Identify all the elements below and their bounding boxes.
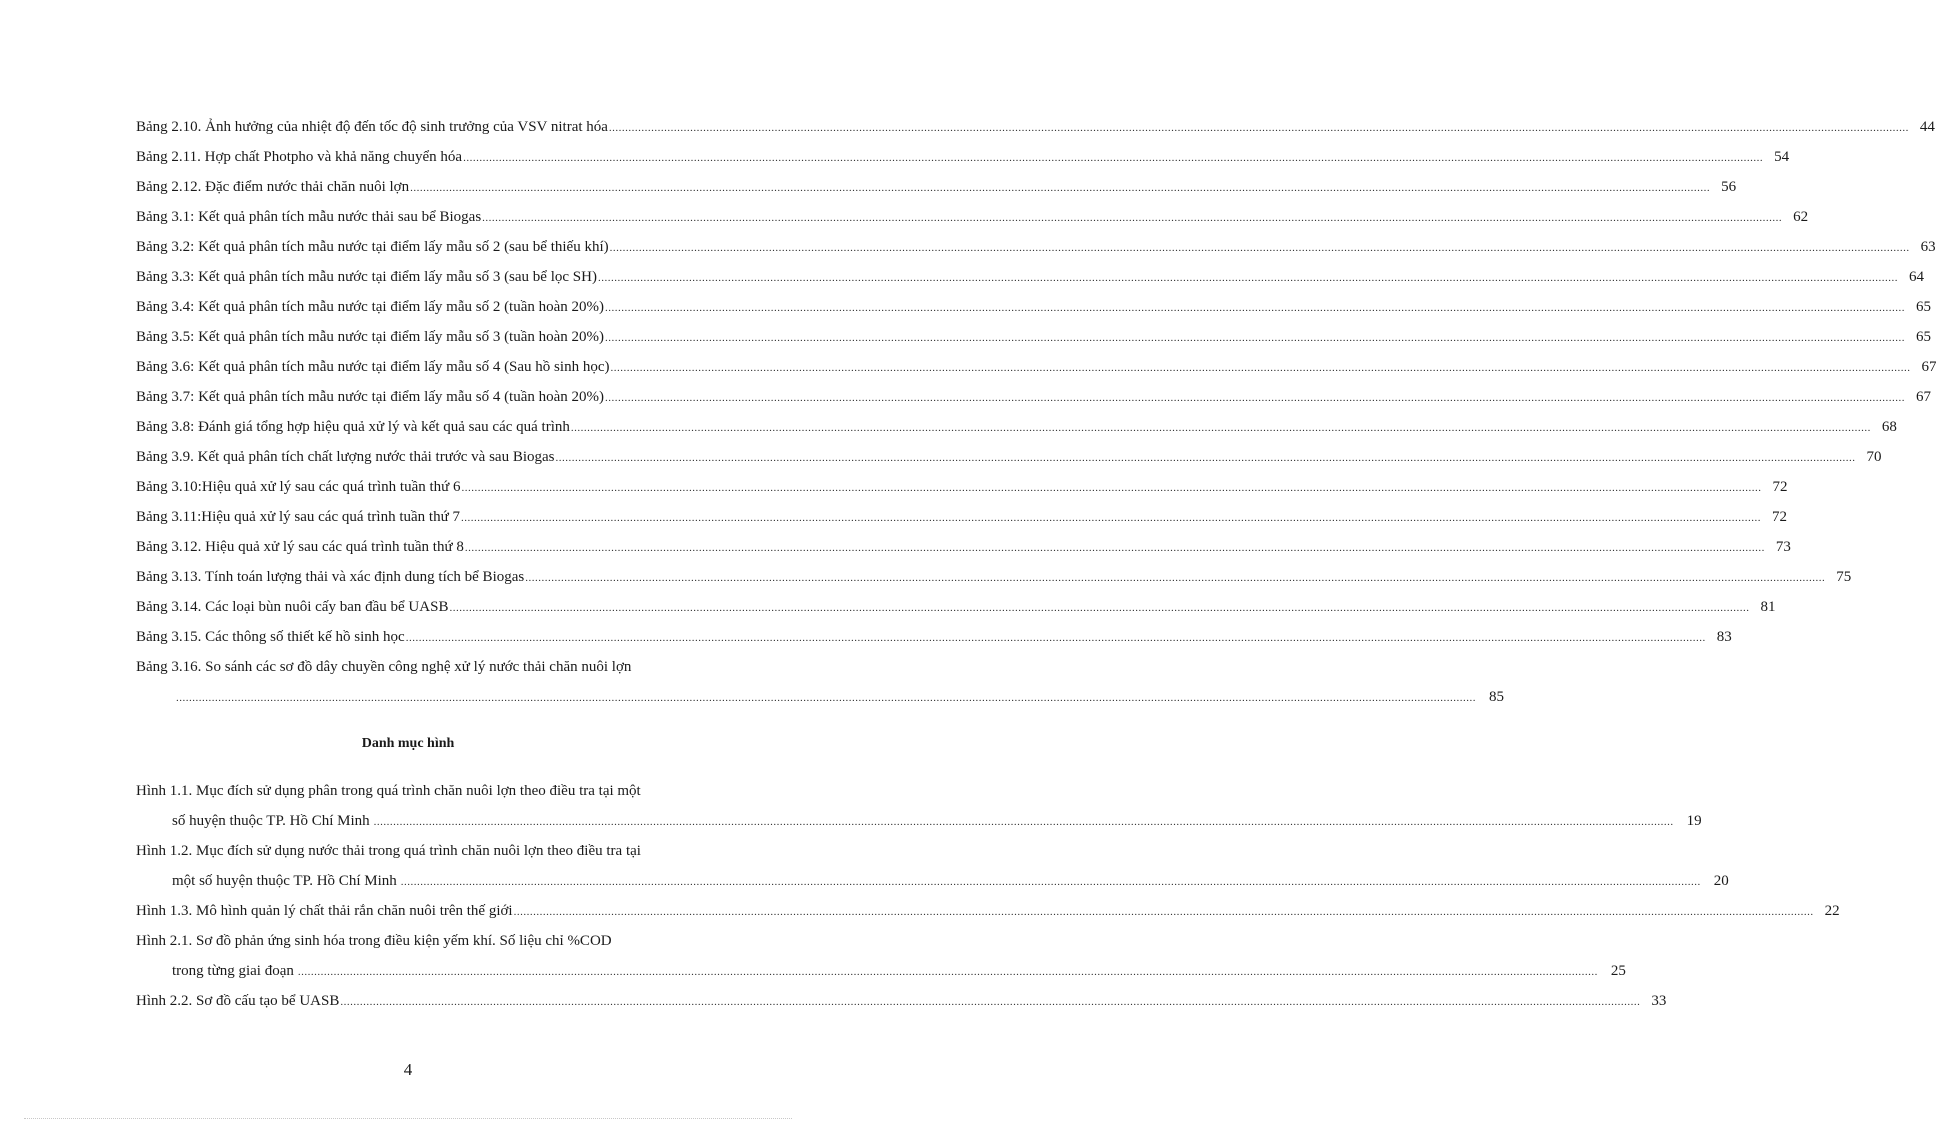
toc-entry-label: Bảng 2.10. Ảnh hưởng của nhiệt độ đến tốc độ sinh trưởng của VSV nitrat hóa: [136, 119, 608, 135]
toc-entry-label: Bảng 3.8: Đánh giá tổng hợp hiệu quả xử lý và kết quả sau các quá trình: [136, 419, 570, 435]
toc-entry-label: Bảng 2.11. Hợp chất Photpho và khả năng chuyển hóa: [136, 149, 463, 165]
toc-entry-label: Bảng 3.9. Kết quả phân tích chất lượng nước thải trước và sau Biogas: [136, 449, 555, 465]
toc-entry-page: 67: [1916, 389, 1932, 405]
footer-divider: [24, 1118, 792, 1119]
toc-entry: [136, 532, 1791, 562]
toc-entry-label: Bảng 3.1: Kết quả phân tích mẫu nước thải sau bể Biogas: [136, 209, 482, 225]
toc-entry-label: Bảng 3.2: Kết quả phân tích mẫu nước tại điểm lấy mẫu số 2 (sau bể thiếu khí): [136, 239, 609, 255]
dot-leader: ................................................................................................................................................................................................................................................................................................................................................................................................................: [555, 452, 1856, 464]
toc-entry-label: Bảng 2.12. Đặc điểm nước thải chăn nuôi lợn: [136, 179, 410, 195]
toc-entry: [136, 112, 1935, 142]
toc-entry: [136, 412, 1897, 442]
toc-entry: [136, 682, 1504, 712]
toc-entry-label: Bảng 3.6: Kết quả phân tích mẫu nước tại điểm lấy mẫu số 4 (Sau hồ sinh học): [136, 359, 610, 375]
toc-entry-label: Bảng 3.12. Hiệu quả xử lý sau các quá trình tuần thứ 8: [136, 539, 464, 555]
toc-entry: [136, 262, 1924, 292]
toc-entry: [136, 926, 738, 956]
toc-entry: [136, 172, 1737, 202]
dot-leader: ................................................................................................................................................................................................................................................................................................................................................................................................................: [449, 602, 1750, 614]
toc-entry: [136, 592, 1776, 622]
toc-entry: [136, 352, 1936, 382]
toc-entry-page: 64: [1908, 269, 1924, 285]
toc-entry-label: Hình 1.3. Mô hình quản lý chất thải rắn chăn nuôi trên thế giới: [136, 903, 513, 919]
toc-entry-label: Bảng 3.15. Các thông số thiết kế hồ sinh học: [136, 629, 405, 645]
dot-leader: ................................................................................................................................................................................................................................................................................................................................................................................................................: [482, 212, 1783, 224]
toc-entry-page: 68: [1881, 419, 1897, 435]
dot-leader: ................................................................................................................................................................................................................................................................................................................................................................................................................: [605, 332, 1906, 344]
toc-entry-page: 73: [1775, 539, 1791, 555]
toc-entry-label: trong từng giai đoạn: [172, 963, 294, 979]
toc-entry: [136, 562, 1852, 592]
dot-leader: ................................................................................................................................................................................................................................................................................................................................................................................................................: [605, 302, 1906, 314]
toc-entry-label: Bảng 3.16. So sánh các sơ đồ dây chuyền công nghệ xử lý nước thải chăn nuôi lợn: [136, 659, 632, 675]
toc-entry-label: Hình 1.2. Mục đích sử dụng nước thải trong quá trình chăn nuôi lợn theo điều tra tại: [136, 843, 641, 859]
dot-leader: ................................................................................................................................................................................................................................................................................................................................................................................................................: [570, 422, 1871, 434]
toc-entry-page: 67: [1921, 359, 1936, 375]
toc-entry-page: 62: [1793, 209, 1809, 225]
dot-leader: ................................................................................................................................................................................................................................................................................................................................................................................................................: [609, 242, 1910, 254]
dot-leader: ................................................................................................................................................................................................................................................................................................................................................................................................................: [525, 572, 1826, 584]
toc-entry: [136, 382, 1932, 412]
toc-entry-label: Bảng 3.5: Kết quả phân tích mẫu nước tại điểm lấy mẫu số 3 (tuần hoàn 20%): [136, 329, 605, 345]
toc-entry-page: 63: [1920, 239, 1936, 255]
dot-leader: ................................................................................................................................................................................................................................................................................................................................................................................................................: [405, 632, 1706, 644]
toc-entry-page: 83: [1716, 629, 1732, 645]
dot-leader: ................................................................................................................................................................................................................................................................................................................................................................................................................: [605, 392, 1906, 404]
toc-entry: [136, 776, 738, 806]
toc-entry-label: Bảng 3.11:Hiệu quả xử lý sau các quá trình tuần thứ 7: [136, 509, 460, 525]
toc-entry-page: 85: [1489, 689, 1504, 705]
figures-heading: Danh mục hình: [361, 736, 455, 751]
toc-entry: [136, 896, 1840, 926]
toc-entry-page: 72: [1771, 509, 1787, 525]
dot-leader: ................................................................................................................................................................................................................................................................................................................................................................................................................: [597, 272, 1898, 284]
figure-list: [136, 776, 1840, 1016]
toc-entry: [136, 866, 1729, 896]
toc-entry-page: 75: [1836, 569, 1852, 585]
toc-entry-page: 81: [1760, 599, 1776, 615]
toc-entry: [136, 442, 1882, 472]
dot-leader: ................................................................................................................................................................................................................................................................................................................................................................................................................: [464, 542, 1765, 554]
toc-entry: [136, 502, 1787, 532]
toc-entry: [136, 652, 738, 682]
toc-entry-label: số huyện thuộc TP. Hồ Chí Minh: [172, 813, 370, 829]
toc-entry: [136, 292, 1932, 322]
dot-leader: ................................................................................................................................................................................................................................................................................................................................................................................................................: [513, 906, 1814, 918]
toc-entry: [136, 232, 1936, 262]
toc-entry-label: Hình 1.1. Mục đích sử dụng phân trong quá trình chăn nuôi lợn theo điều tra tại một: [136, 783, 641, 799]
toc-entry-page: 56: [1721, 179, 1737, 195]
toc-entry-page: 70: [1866, 449, 1882, 465]
toc-entry: [136, 836, 738, 866]
toc-entry: [136, 806, 1702, 836]
toc-entry: [136, 142, 1790, 172]
toc-entry-page: 54: [1774, 149, 1790, 165]
dot-leader: ................................................................................................................................................................................................................................................................................................................................................................................................................: [297, 966, 1598, 978]
toc-entry: [136, 322, 1932, 352]
dot-leader: ................................................................................................................................................................................................................................................................................................................................................................................................................: [463, 152, 1764, 164]
toc-entry-page: 19: [1686, 813, 1702, 829]
toc-entry-label: Bảng 3.10:Hiệu quả xử lý sau các quá trình tuần thứ 6: [136, 479, 461, 495]
toc-entry-page: 25: [1610, 963, 1626, 979]
toc-entry-label: Bảng 3.4: Kết quả phân tích mẫu nước tại điểm lấy mẫu số 2 (tuần hoàn 20%): [136, 299, 605, 315]
dot-leader: ................................................................................................................................................................................................................................................................................................................................................................................................................: [460, 512, 1761, 524]
toc-entry-page: 20: [1713, 873, 1729, 889]
toc-entry-page: 22: [1824, 903, 1840, 919]
toc-entry-label: Bảng 3.3: Kết quả phân tích mẫu nước tại điểm lấy mẫu số 3 (sau bể lọc SH): [136, 269, 597, 285]
toc-entry-page: 72: [1772, 479, 1788, 495]
toc-entry-label: Bảng 3.14. Các loại bùn nuôi cấy ban đầu bể UASB: [136, 599, 449, 615]
dot-leader: ................................................................................................................................................................................................................................................................................................................................................................................................................: [340, 996, 1641, 1008]
toc-entry-label: Bảng 3.13. Tính toán lượng thải và xác định dung tích bể Biogas: [136, 569, 525, 585]
dot-leader: ................................................................................................................................................................................................................................................................................................................................................................................................................: [610, 362, 1911, 374]
table-list: [136, 112, 1936, 712]
dot-leader: ................................................................................................................................................................................................................................................................................................................................................................................................................: [176, 692, 1476, 704]
toc-entry: [136, 622, 1732, 652]
toc-entry: [136, 956, 1626, 986]
toc-entry: [136, 202, 1809, 232]
toc-entry: [136, 986, 1667, 1016]
dot-leader: ................................................................................................................................................................................................................................................................................................................................................................................................................: [461, 482, 1762, 494]
toc-entry-page: 65: [1916, 329, 1932, 345]
toc-entry-label: Bảng 3.7: Kết quả phân tích mẫu nước tại điểm lấy mẫu số 4 (tuần hoàn 20%): [136, 389, 605, 405]
toc-entry-label: Hình 2.1. Sơ đồ phản ứng sinh hóa trong điều kiện yếm khí. Số liệu chỉ %COD: [136, 933, 612, 949]
toc-entry-label: Hình 2.2. Sơ đồ cấu tạo bể UASB: [136, 993, 340, 1009]
dot-leader: ................................................................................................................................................................................................................................................................................................................................................................................................................: [410, 182, 1711, 194]
dot-leader: ................................................................................................................................................................................................................................................................................................................................................................................................................: [400, 876, 1701, 888]
dot-leader: ................................................................................................................................................................................................................................................................................................................................................................................................................: [608, 122, 1909, 134]
dot-leader: ................................................................................................................................................................................................................................................................................................................................................................................................................: [373, 816, 1674, 828]
toc-entry-page: 44: [1919, 119, 1935, 135]
toc-entry-page: 33: [1651, 993, 1667, 1009]
toc-entry-page: 65: [1916, 299, 1932, 315]
toc-entry: [136, 472, 1788, 502]
toc-entry-label: một số huyện thuộc TP. Hồ Chí Minh: [172, 873, 397, 889]
page-number: 4: [403, 1060, 413, 1079]
